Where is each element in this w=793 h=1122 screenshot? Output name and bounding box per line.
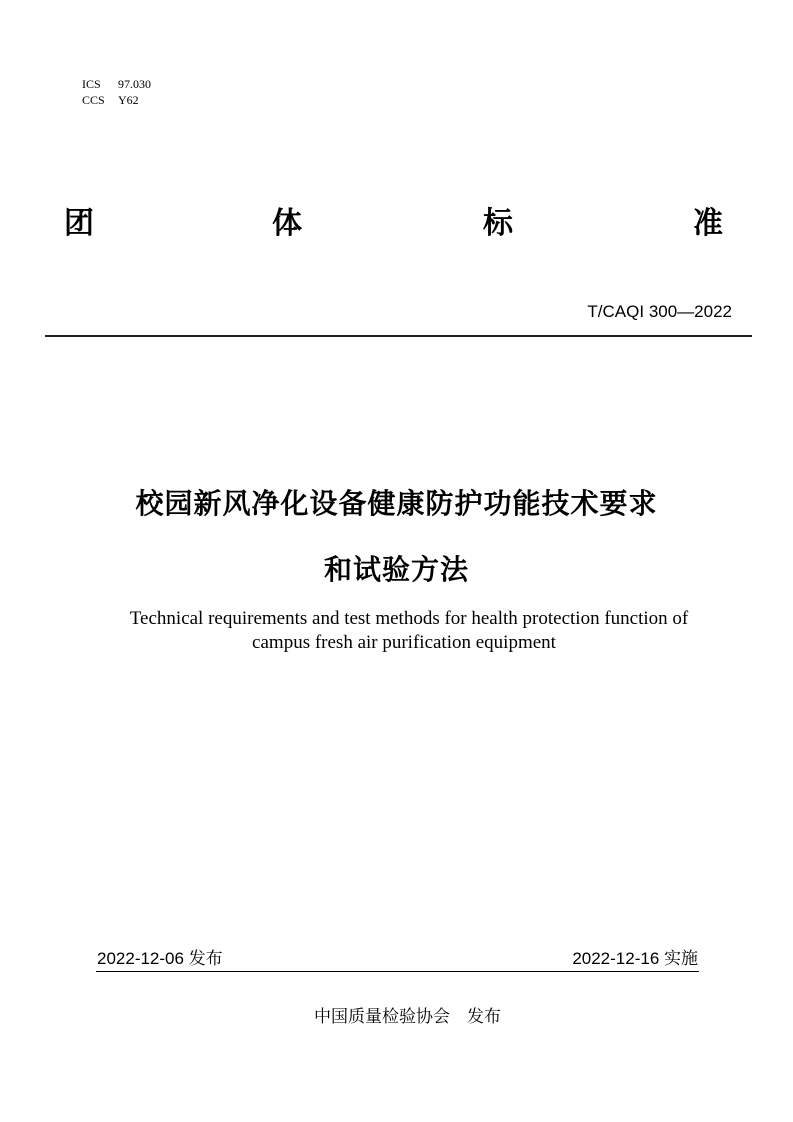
ics-label: ICS: [82, 77, 101, 91]
title-en-line2: campus fresh air purification equipment: [252, 632, 556, 653]
standard-type-char: 准: [693, 207, 723, 240]
implementation-date: 2022-12-16 实施: [572, 949, 698, 968]
title-zh-line2: 和试验方法: [323, 554, 469, 585]
ics-value: 97.030: [118, 77, 151, 91]
header-divider: [45, 335, 752, 337]
dates-divider: [96, 971, 699, 972]
standard-number: T/CAQI 300—2022: [587, 302, 732, 321]
title-en-line1: Technical requirements and test methods for health protection function of: [129, 608, 689, 629]
ccs-value: Y62: [118, 93, 139, 107]
title-zh-line1: 校园新风净化设备健康防护功能技术要求: [135, 488, 658, 519]
standard-type-char: 团: [64, 207, 94, 240]
issue-date: 2022-12-06 发布: [97, 949, 223, 968]
standard-type-char: 体: [272, 207, 302, 240]
standard-type-char: 标: [483, 207, 513, 240]
ics-code: [82, 77, 151, 92]
publisher: 中国质量检验协会 发布: [314, 1007, 501, 1026]
ccs-label: CCS: [82, 93, 105, 107]
ccs-code: [82, 93, 139, 108]
